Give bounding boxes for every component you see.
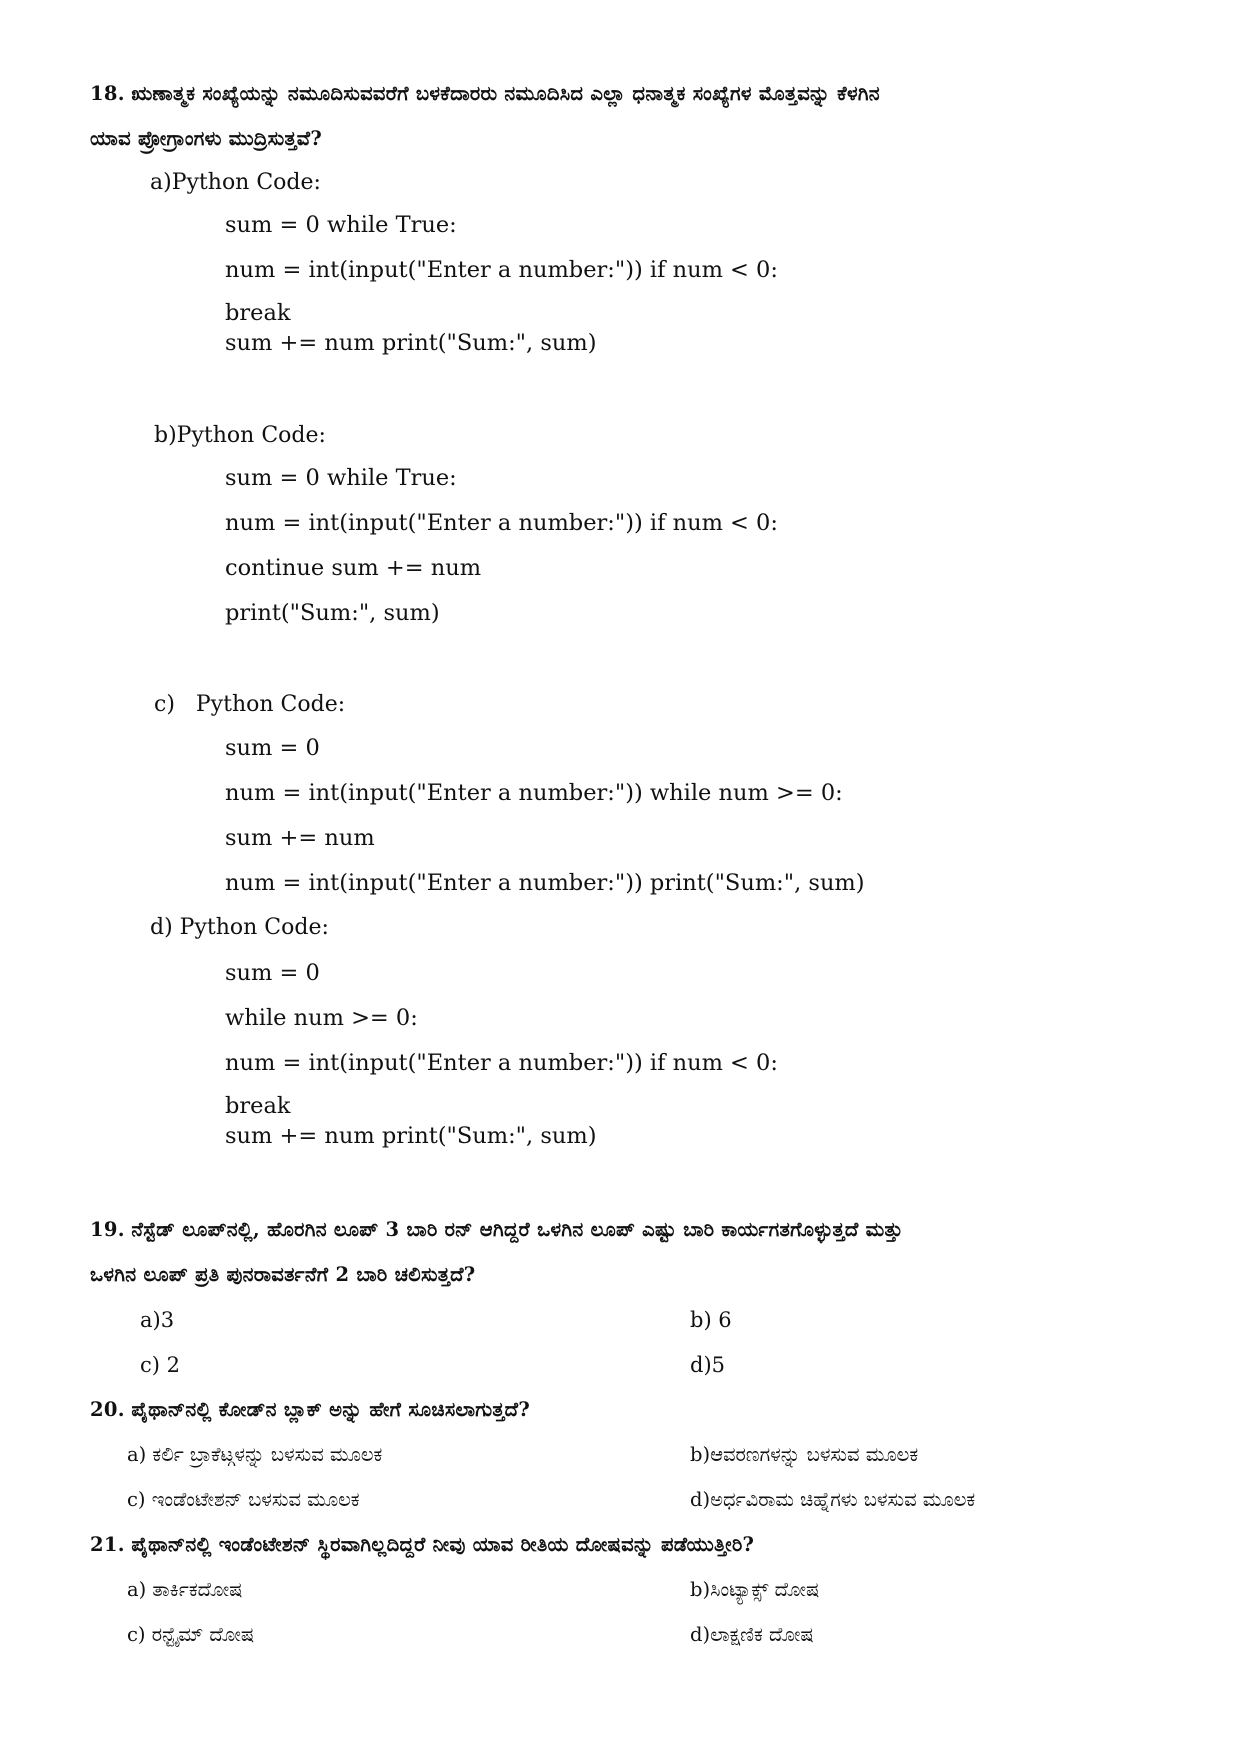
code-line: sum = 0 while True: (225, 465, 457, 491)
answer-a: a) ಕರ್ಲಿ ಬ್ರಾಕೆಟ್ಗಳನ್ನು ಬಳಸುವ ಮೂಲಕ (127, 1443, 383, 1466)
question-text: ಪೈಥಾನ್‌ನಲ್ಲಿ ಇಂಡೆಂಟೇಶನ್ ಸ್ಥಿರವಾಗಿಲ್ಲದಿದ್ದರೆ ನೀವು ಯಾವ ರೀತಿಯ ದೋಷವನ್ನು ಪಡೆಯುತ್ತೀರಿ? (131, 1533, 755, 1556)
question-number: 21. (90, 1533, 125, 1556)
code-line: num = int(input("Enter a number:")) if num < 0: (225, 510, 778, 536)
question-text: ನೆಸ್ಟೆಡ್ ಲೂಪ್‌ನಲ್ಲಿ, ಹೊರಗಿನ ಲೂಪ್ 3 ಬಾರಿ ರನ್ ಆಗಿದ್ದರೆ ಒಳಗಿನ ಲೂಪ್ ಎಷ್ಟು ಬಾರಿ ಕಾರ್ಯಗತಗೊಳ್ಳುತ್ತದೆ ಮತ್ತು (131, 1218, 903, 1241)
option-c-label: c) Python Code: (154, 692, 346, 717)
code-line: sum = 0 (225, 960, 320, 986)
answer-c: c) ಇಂಡೆಂಟೇಶನ್ ಬಳಸುವ ಮೂಲಕ (127, 1488, 360, 1511)
code-line: num = int(input("Enter a number:")) if num < 0: (225, 1050, 778, 1076)
q21-line (90, 1533, 754, 1556)
answer-d: d)ಅರ್ಧವಿರಾಮ ಚಿಹ್ನೆಗಳು ಬಳಸುವ ಮೂಲಕ (690, 1488, 976, 1511)
code-line: continue sum += num (225, 555, 482, 581)
code-line: sum = 0 while True: (225, 212, 457, 238)
code-line: print("Sum:", sum) (225, 600, 440, 626)
answer-d: d)5 (690, 1353, 725, 1377)
option-d-label: d) Python Code: (150, 915, 329, 940)
answer-c: c) ರನ್ಟೈಮ್ ದೋಷ (127, 1623, 255, 1646)
option-b-label: b)Python Code: (154, 423, 326, 448)
code-line: sum += num (225, 825, 375, 851)
code-line: num = int(input("Enter a number:")) if num < 0: (225, 257, 778, 283)
code-line: break (225, 300, 291, 326)
question-text: ಪೈಥಾನ್‌ನಲ್ಲಿ ಕೋಡ್‌ನ ಬ್ಲಾಕ್ ಅನ್ನು ಹೇಗೆ ಸೂಚಿಸಲಾಗುತ್ತದೆ? (131, 1398, 531, 1421)
answer-a: a)3 (140, 1308, 175, 1332)
q20-line (90, 1398, 530, 1421)
code-line: break (225, 1093, 291, 1119)
q18-line1 (90, 82, 880, 105)
answer-a: a) ತಾರ್ಕಿಕದೋಷ (127, 1578, 243, 1601)
answer-b: b)ಸಿಂಟ್ಯಾಕ್ಸ್ ದೋಷ (690, 1578, 820, 1601)
option-a-label: a)Python Code: (150, 170, 321, 195)
answer-d: d)ಲಾಕ್ಷಣಿಕ ದೋಷ (690, 1623, 814, 1646)
question-number: 19. (90, 1218, 125, 1241)
question-number: 20. (90, 1398, 125, 1421)
code-line: num = int(input("Enter a number:")) print("Sum:", sum) (225, 870, 865, 896)
code-line: sum = 0 (225, 735, 320, 761)
q19-line1 (90, 1218, 903, 1241)
code-line: while num >= 0: (225, 1005, 418, 1031)
code-line: num = int(input("Enter a number:")) while num >= 0: (225, 780, 843, 806)
answer-c: c) 2 (140, 1353, 180, 1377)
question-number: 18. (90, 82, 125, 105)
code-line: sum += num print("Sum:", sum) (225, 1123, 597, 1149)
question-text: ಋಣಾತ್ಮಕ ಸಂಖ್ಯೆಯನ್ನು ನಮೂದಿಸುವವರೆಗೆ ಬಳಕೆದಾರರು ನಮೂದಿಸಿದ ಎಲ್ಲಾ ಧನಾತ್ಮಕ ಸಂಖ್ಯೆಗಳ ಮೊತ್ತವನ್ನು ಕೆಳಗಿನ (131, 82, 880, 105)
answer-b: b) 6 (690, 1308, 732, 1332)
code-line: sum += num print("Sum:", sum) (225, 330, 597, 356)
answer-b: b)ಆವರಣಗಳನ್ನು ಬಳಸುವ ಮೂಲಕ (690, 1443, 919, 1466)
q18-line2: ಯಾವ ಪ್ರೋಗ್ರಾಂಗಳು ಮುದ್ರಿಸುತ್ತವೆ? (90, 127, 323, 150)
q19-line2: ಒಳಗಿನ ಲೂಪ್ ಪ್ರತಿ ಪುನರಾವರ್ತನೆಗೆ 2 ಬಾರಿ ಚಲಿಸುತ್ತದೆ? (90, 1263, 476, 1286)
